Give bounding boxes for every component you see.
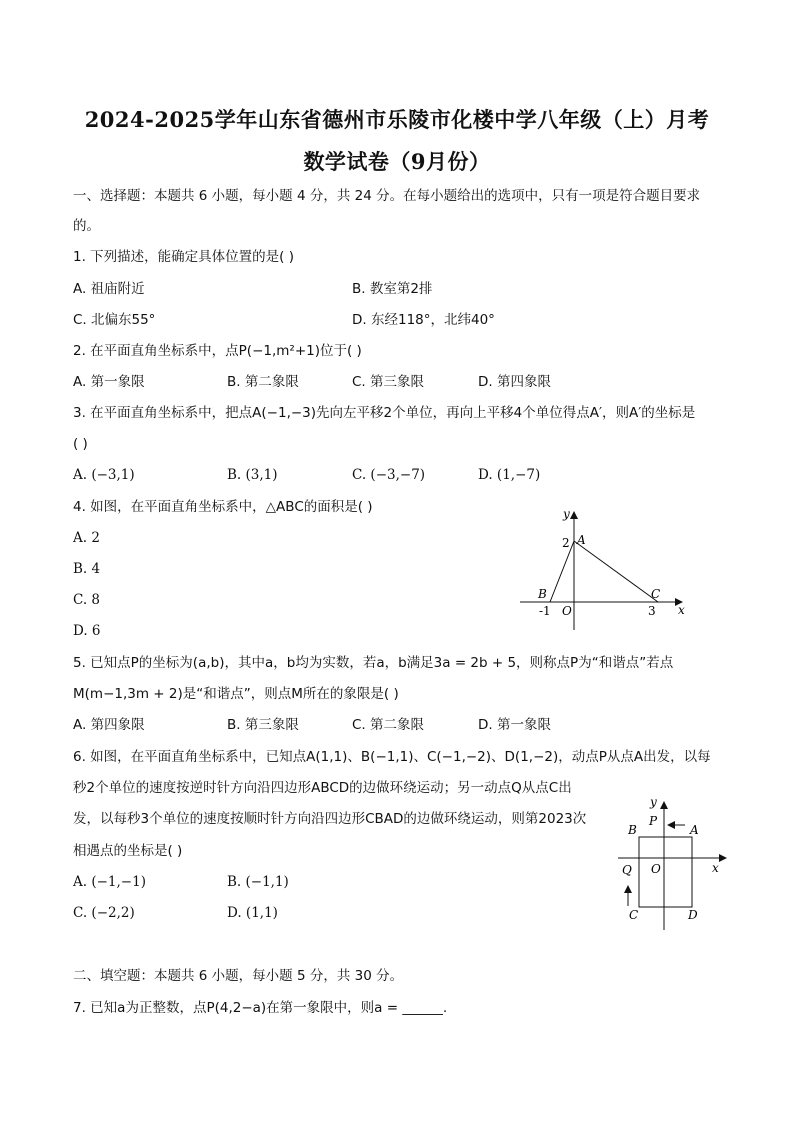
exam-title-line1: 2024-2025学年山东省德州市乐陵市化楼中学八年级（上）月考 [84,107,710,132]
q6-label-p: P [649,814,658,828]
q4-origin-label: O [562,604,572,618]
q6-figure [612,790,742,932]
q4-label-b: B [538,587,547,601]
q6-label-q: Q [622,863,632,877]
q4-option-b: B. 4 [73,561,101,577]
q6-stem-line1: 6. 如图，在平面直角坐标系中，已知点A(1,1)、B(−1,1)、C(−1,−2)、D(1,−2)，动点P从点A出发，以每 [73,749,711,765]
q4-tick-neg1: -1 [539,604,551,618]
q3-stem-line2: ( ) [73,436,88,452]
q6-y-label: y [650,795,657,809]
q6-stem-line2: 秒2个单位的速度按逆时针方向沿四边形ABCD的边做环绕运动；另一动点Q从点C出 [73,780,572,796]
q4-stem: 4. 如图，在平面直角坐标系中，△ABC的面积是( ) [73,499,373,515]
q4-figure [510,500,700,635]
q4-label-a: A [577,533,586,547]
q1-option-d: D. 东经118°，北纬40° [352,312,495,328]
q4-option-d: D. 6 [73,623,101,639]
q4-x-label: x [678,603,685,617]
q2-option-a: A. 第一象限 [73,374,145,390]
q3-option-d: D. (1,−7) [478,467,541,483]
q2-stem: 2. 在平面直角坐标系中，点P(−1,m²+1)位于( ) [73,343,362,359]
q1-option-b: B. 教室第2排 [352,281,433,297]
q6-label-b: B [628,823,637,837]
q5-option-b: B. 第三象限 [227,717,299,733]
q6-option-d: D. (1,1) [227,905,278,921]
q4-option-c: C. 8 [73,592,101,608]
q2-option-d: D. 第四象限 [478,374,551,390]
q7-stem: 7. 已知a为正整数，点P(4,2−a)在第一象限中，则a = ______. [73,1000,448,1016]
q6-label-a: A [690,823,699,837]
q6-stem-line4: 相遇点的坐标是( ) [73,843,183,859]
q6-label-c: C [629,908,639,922]
q4-tick-3: 3 [648,604,656,618]
section1-heading-line2: 的。 [73,218,100,234]
q5-stem-line1: 5. 已知点P的坐标为(a,b)，其中a，b均为实数，若a，b满足3a = 2b + 5，则称点P为“和谐点”若点 [73,655,674,671]
q6-stem-line3: 发，以每秒3个单位的速度按顺时针方向沿四边形CBAD的边做环绕运动，则第2023次 [73,811,587,827]
q4-option-a: A. 2 [73,530,100,546]
q3-option-b: B. (3,1) [227,467,278,483]
q4-y-label: y [563,507,570,521]
q2-option-c: C. 第三象限 [352,374,425,390]
q5-stem-line2: M(m−1,3m + 2)是“和谐点”，则点M所在的象限是( ) [73,686,399,702]
q4-triangle [550,541,661,602]
q6-option-a: A. (−1,−1) [73,874,146,890]
q6-x-label: x [712,861,719,875]
q1-stem: 1. 下列描述，能确定具体位置的是( ) [73,249,294,265]
q3-stem-line1: 3. 在平面直角坐标系中，把点A(−1,−3)先向左平移2个单位，再向上平移4个单位得点A′，则A′的坐标是 [73,405,696,421]
q6-option-c: C. (−2,2) [73,905,135,921]
exam-title-line2: 数学试卷（9月份） [303,149,491,174]
q6-rectangle-abcd [639,837,692,907]
q4-label-c: C [651,587,661,601]
q3-option-a: A. (−3,1) [73,467,135,483]
section2-heading: 二、填空题：本题共 6 小题，每小题 5 分，共 30 分。 [73,968,404,984]
q5-option-d: D. 第一象限 [478,717,551,733]
q6-origin-label: O [651,862,661,876]
q6-option-b: B. (−1,1) [227,874,289,890]
q1-option-a: A. 祖庙附近 [73,281,145,297]
q4-tick-2: 2 [562,536,570,550]
q1-option-c: C. 北偏东55° [73,312,156,328]
q2-option-b: B. 第二象限 [227,374,299,390]
q3-option-c: C. (−3,−7) [352,467,426,483]
q5-option-c: C. 第二象限 [352,717,425,733]
q5-option-a: A. 第四象限 [73,717,145,733]
section1-heading-line1: 一、选择题：本题共 6 小题，每小题 4 分，共 24 分。在每小题给出的选项中，只有一项是符合题目要求 [73,188,701,204]
q6-label-d: D [688,908,698,922]
